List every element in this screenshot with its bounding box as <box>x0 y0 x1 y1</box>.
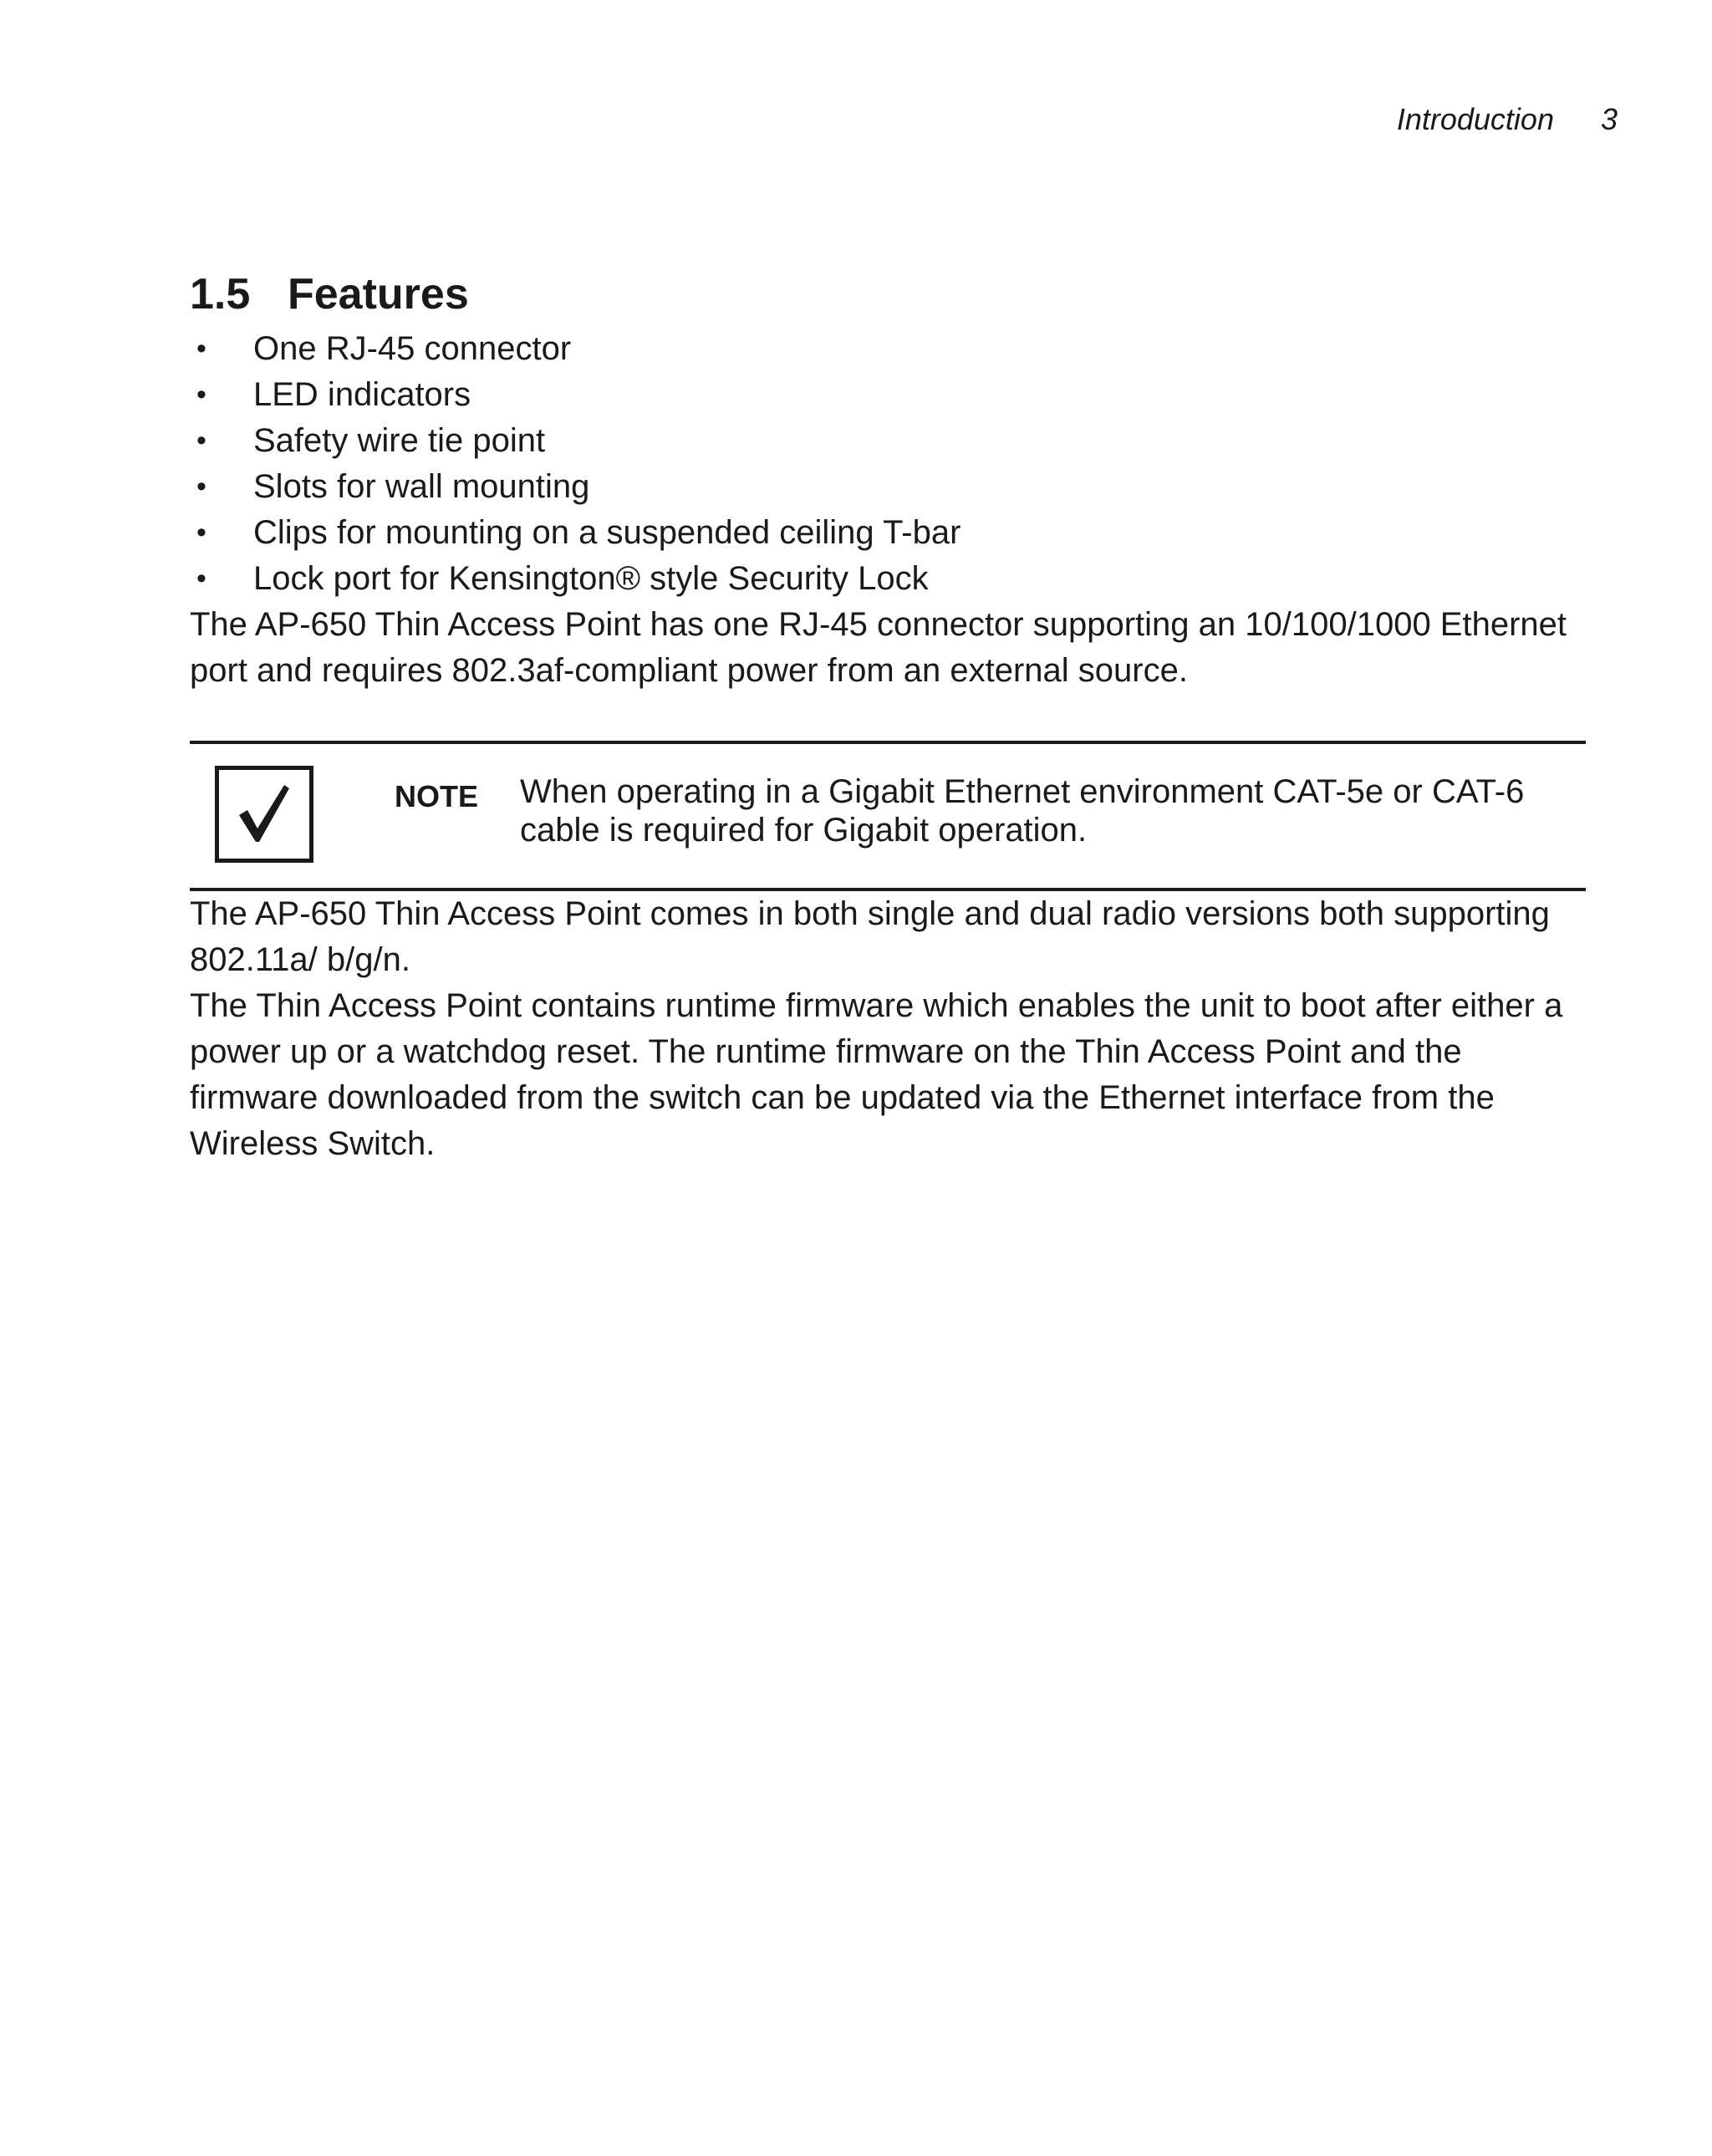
checkmark-icon <box>215 766 313 863</box>
section-number: 1.5 <box>190 270 251 319</box>
features-list <box>190 326 1586 602</box>
feature-text: Slots for wall mounting <box>253 468 590 505</box>
main-content <box>190 268 1586 1167</box>
bullet-icon: • <box>196 517 206 548</box>
list-item <box>190 326 1586 372</box>
list-item <box>190 556 1586 602</box>
page-number: 3 <box>1600 102 1618 136</box>
list-item <box>190 418 1586 464</box>
running-header <box>1397 102 1618 137</box>
note-label: NOTE <box>395 779 479 813</box>
header-section-name: Introduction <box>1396 102 1554 136</box>
note-text: When operating in a Gigabit Ethernet environment CAT-5e or CAT-6 cable is required for Gigabit operation. <box>520 773 1525 849</box>
bullet-icon: • <box>196 563 206 594</box>
list-item <box>190 372 1586 418</box>
paragraph-radio-versions: The AP-650 Thin Access Point comes in both single and dual radio versions both supporting 802.11a/ b/g/n. <box>190 895 1550 978</box>
bullet-icon: • <box>196 379 206 410</box>
paragraph-connector: The AP-650 Thin Access Point has one RJ-45 connector supporting an 10/100/1000 Ethernet port and requires 802.3af-compliant power from an external source. <box>190 606 1567 689</box>
feature-text: One RJ-45 connector <box>253 330 572 367</box>
feature-text: Safety wire tie point <box>253 422 546 459</box>
feature-text: Lock port for Kensington® style Security Lock <box>253 560 929 597</box>
feature-text: LED indicators <box>253 376 471 413</box>
bullet-icon: • <box>196 471 206 502</box>
section-heading <box>190 268 1586 321</box>
checkmark-glyph <box>234 782 294 847</box>
list-item <box>190 464 1586 510</box>
list-item <box>190 510 1586 556</box>
section-title: Features <box>288 270 469 319</box>
bullet-icon: • <box>196 425 206 456</box>
bullet-icon: • <box>196 333 206 364</box>
paragraph-firmware: The Thin Access Point contains runtime firmware which enables the unit to boot after either a power up or a watchdog reset. The runtime firmware on the Thin Access Point and the firmware downloaded from the switch can be updated via the Ethernet interface from the Wireless Switch. <box>190 987 1563 1162</box>
note-callout <box>190 741 1586 891</box>
feature-text: Clips for mounting on a suspended ceiling T-bar <box>253 514 961 551</box>
